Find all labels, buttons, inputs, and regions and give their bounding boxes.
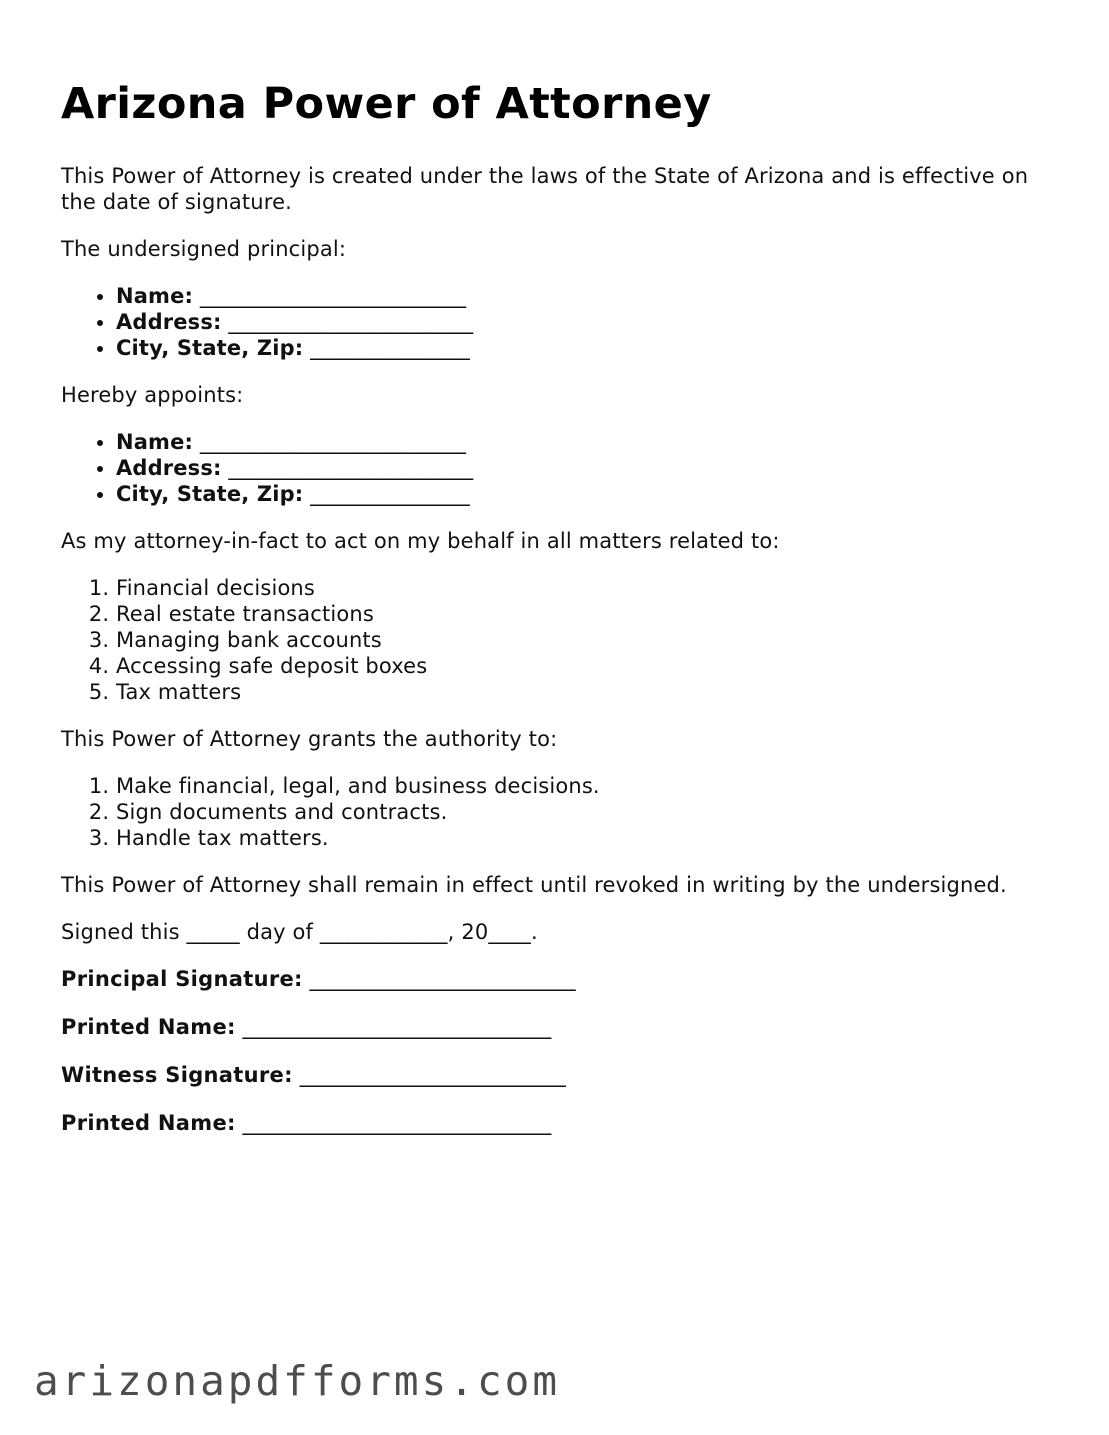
list-item: 3. Handle tax matters. [116,825,1061,851]
field-label: Name: [116,430,194,454]
signed-date-line: Signed this _____ day of ____________, 20____. [61,920,538,944]
field-label: Name: [116,284,194,308]
signature-blank: _________________________ [299,1063,566,1087]
witness-printed-name-line [61,1110,1061,1136]
list-item: 2. Real estate transactions [116,601,1061,627]
principal-heading: The undersigned principal: [61,237,347,261]
field-blank: _______________ [310,482,470,506]
matters-list [61,575,1061,705]
agent-address-field [116,455,1061,481]
list-item: 4. Accessing safe deposit boxes [116,653,1061,679]
signature-blank: _____________________________ [242,1111,552,1135]
agent-name-field [116,429,1061,455]
revocation-paragraph: This Power of Attorney shall remain in effect until revoked in writing by the undersigned. [61,873,1007,897]
signature-blank: _________________________ [309,967,576,991]
signature-blank: _____________________________ [242,1015,552,1039]
field-label: Address: [116,456,222,480]
agent-fields-list [61,429,1061,507]
authority-list [61,773,1061,851]
principal-signature-line [61,966,1061,992]
signature-label: Printed Name: [61,1111,236,1135]
intro-paragraph: This Power of Attorney is created under the laws of the State of Arizona and is effective on the date of signature. [61,164,1029,214]
list-item: 5. Tax matters [116,679,1061,705]
principal-city-state-zip-field [116,335,1061,361]
page-title: Arizona Power of Attorney [61,79,712,129]
principal-printed-name-line [61,1014,1061,1040]
field-label: City, State, Zip: [116,482,304,506]
field-blank: _______________________ [228,310,474,334]
field-blank: _______________ [310,336,470,360]
document-page [61,78,1061,1158]
agent-heading: Hereby appoints: [61,383,244,407]
signature-label: Witness Signature: [61,1063,293,1087]
list-item: 3. Managing bank accounts [116,627,1061,653]
list-item: 2. Sign documents and contracts. [116,799,1061,825]
field-blank: _______________________ [228,456,474,480]
signature-label: Principal Signature: [61,967,303,991]
principal-fields-list [61,283,1061,361]
matters-heading: As my attorney-in-fact to act on my behalf in all matters related to: [61,529,780,553]
signature-label: Printed Name: [61,1015,236,1039]
site-watermark: arizonapdfforms.com [34,1357,560,1405]
field-blank: _________________________ [199,430,467,454]
field-blank: _________________________ [199,284,467,308]
list-item: 1. Make financial, legal, and business decisions. [116,773,1061,799]
authority-heading: This Power of Attorney grants the authority to: [61,727,558,751]
principal-address-field [116,309,1061,335]
field-label: City, State, Zip: [116,336,304,360]
principal-name-field [116,283,1061,309]
field-label: Address: [116,310,222,334]
agent-city-state-zip-field [116,481,1061,507]
witness-signature-line [61,1062,1061,1088]
list-item: 1. Financial decisions [116,575,1061,601]
